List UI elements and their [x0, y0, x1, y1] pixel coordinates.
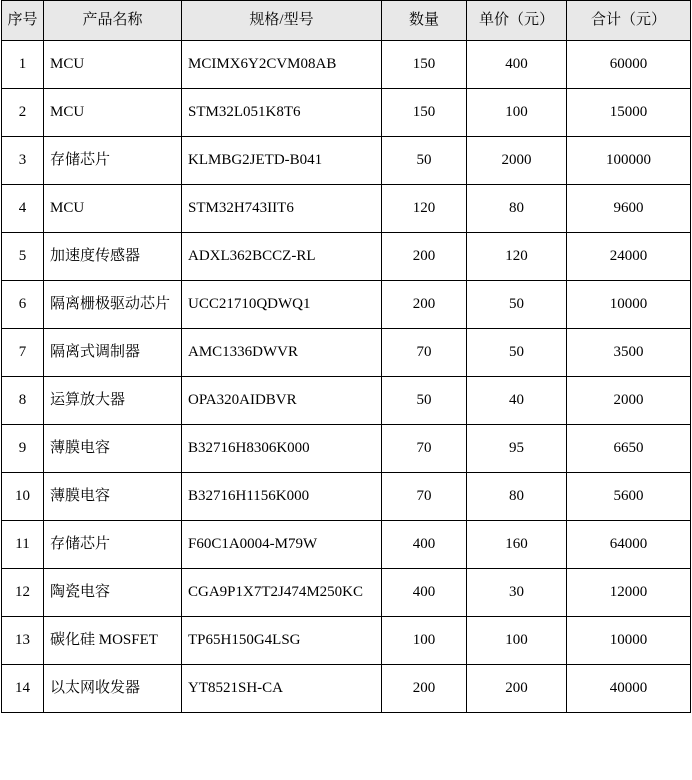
cell-qty: 200	[382, 233, 467, 281]
cell-index: 13	[2, 617, 44, 665]
column-header-index: 序号	[2, 1, 44, 41]
cell-total: 12000	[567, 569, 691, 617]
cell-index: 3	[2, 137, 44, 185]
column-header-qty: 数量	[382, 1, 467, 41]
cell-spec: ADXL362BCCZ-RL	[182, 233, 382, 281]
cell-qty: 100	[382, 617, 467, 665]
cell-qty: 120	[382, 185, 467, 233]
cell-index: 9	[2, 425, 44, 473]
table-row	[2, 521, 691, 569]
cell-price: 40	[467, 377, 567, 425]
cell-name: 薄膜电容	[44, 425, 182, 473]
cell-price: 2000	[467, 137, 567, 185]
cell-price: 160	[467, 521, 567, 569]
cell-qty: 70	[382, 425, 467, 473]
cell-total: 2000	[567, 377, 691, 425]
cell-name: 加速度传感器	[44, 233, 182, 281]
cell-total: 5600	[567, 473, 691, 521]
cell-total: 64000	[567, 521, 691, 569]
cell-index: 11	[2, 521, 44, 569]
cell-spec: UCC21710QDWQ1	[182, 281, 382, 329]
cell-price: 100	[467, 89, 567, 137]
cell-name: 运算放大器	[44, 377, 182, 425]
cell-total: 3500	[567, 329, 691, 377]
column-header-name: 产品名称	[44, 1, 182, 41]
cell-price: 80	[467, 473, 567, 521]
cell-total: 40000	[567, 665, 691, 713]
cell-spec: TP65H150G4LSG	[182, 617, 382, 665]
table-row	[2, 617, 691, 665]
table-row	[2, 329, 691, 377]
cell-index: 6	[2, 281, 44, 329]
table-row	[2, 425, 691, 473]
table-body	[2, 41, 691, 713]
cell-name: 薄膜电容	[44, 473, 182, 521]
table-header-row	[2, 1, 691, 41]
cell-qty: 200	[382, 281, 467, 329]
cell-qty: 150	[382, 41, 467, 89]
table-row	[2, 137, 691, 185]
cell-index: 1	[2, 41, 44, 89]
cell-price: 30	[467, 569, 567, 617]
table-row	[2, 89, 691, 137]
cell-price: 95	[467, 425, 567, 473]
cell-price: 200	[467, 665, 567, 713]
table-row	[2, 233, 691, 281]
cell-price: 50	[467, 281, 567, 329]
cell-spec: STM32H743IIT6	[182, 185, 382, 233]
cell-index: 14	[2, 665, 44, 713]
cell-name-text: 碳化硅 MOSFET	[50, 632, 158, 649]
cell-total: 10000	[567, 617, 691, 665]
cell-index: 8	[2, 377, 44, 425]
cell-index: 12	[2, 569, 44, 617]
parts-table	[1, 0, 691, 713]
cell-spec: KLMBG2JETD-B041	[182, 137, 382, 185]
column-header-total: 合计（元）	[567, 1, 691, 41]
cell-spec: STM32L051K8T6	[182, 89, 382, 137]
cell-index: 4	[2, 185, 44, 233]
cell-name: 隔离式调制器	[44, 329, 182, 377]
cell-name	[44, 281, 182, 329]
cell-qty: 70	[382, 329, 467, 377]
cell-price: 50	[467, 329, 567, 377]
cell-index: 2	[2, 89, 44, 137]
table-header	[2, 1, 691, 41]
cell-name: MCU	[44, 41, 182, 89]
cell-total: 10000	[567, 281, 691, 329]
cell-name: 存储芯片	[44, 521, 182, 569]
table-row	[2, 41, 691, 89]
table-row	[2, 665, 691, 713]
cell-qty: 70	[382, 473, 467, 521]
cell-name: 陶瓷电容	[44, 569, 182, 617]
cell-name: MCU	[44, 185, 182, 233]
cell-price: 400	[467, 41, 567, 89]
cell-name: 以太网收发器	[44, 665, 182, 713]
cell-spec: MCIMX6Y2CVM08AB	[182, 41, 382, 89]
cell-total: 6650	[567, 425, 691, 473]
column-header-spec: 规格/型号	[182, 1, 382, 41]
table-row	[2, 185, 691, 233]
cell-spec: AMC1336DWVR	[182, 329, 382, 377]
cell-total: 15000	[567, 89, 691, 137]
cell-total: 60000	[567, 41, 691, 89]
table-row	[2, 473, 691, 521]
cell-total: 9600	[567, 185, 691, 233]
cell-spec: OPA320AIDBVR	[182, 377, 382, 425]
cell-qty: 50	[382, 377, 467, 425]
cell-name	[44, 617, 182, 665]
cell-price: 80	[467, 185, 567, 233]
cell-name: MCU	[44, 89, 182, 137]
cell-spec: CGA9P1X7T2J474M250KC	[182, 569, 382, 617]
cell-price: 120	[467, 233, 567, 281]
cell-qty: 150	[382, 89, 467, 137]
cell-qty: 200	[382, 665, 467, 713]
table-row	[2, 377, 691, 425]
table-row	[2, 569, 691, 617]
cell-price: 100	[467, 617, 567, 665]
cell-total: 24000	[567, 233, 691, 281]
cell-qty: 50	[382, 137, 467, 185]
cell-index: 10	[2, 473, 44, 521]
cell-spec: YT8521SH-CA	[182, 665, 382, 713]
cell-name: 存储芯片	[44, 137, 182, 185]
cell-spec: B32716H1156K000	[182, 473, 382, 521]
cell-index: 5	[2, 233, 44, 281]
table-row	[2, 281, 691, 329]
cell-total: 100000	[567, 137, 691, 185]
cell-qty: 400	[382, 521, 467, 569]
cell-spec: F60C1A0004-M79W	[182, 521, 382, 569]
column-header-price: 单价（元）	[467, 1, 567, 41]
cell-index: 7	[2, 329, 44, 377]
cell-name-text: 隔离栅极驱动芯片	[50, 296, 171, 313]
cell-spec: B32716H8306K000	[182, 425, 382, 473]
cell-qty: 400	[382, 569, 467, 617]
